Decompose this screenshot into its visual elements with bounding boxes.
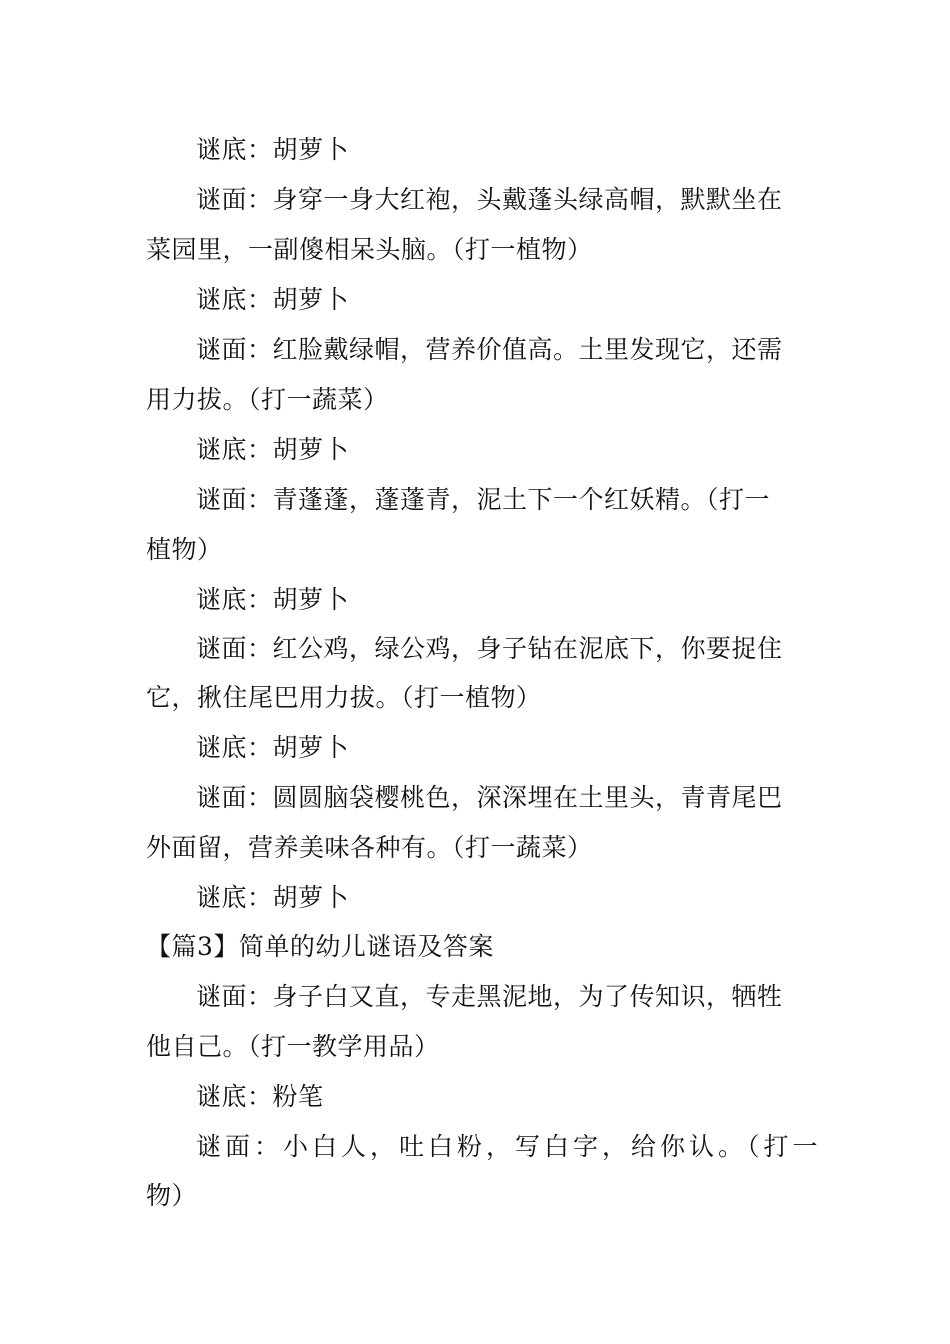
- riddle-question: 谜面：红公鸡，绿公鸡，身子钻在泥底下，你要捉住: [196, 634, 783, 663]
- riddle-question-continuation: 外面留，营养美味各种有。（打一蔬菜）: [146, 833, 593, 862]
- riddle-question: 谜面：红脸戴绿帽，营养价值高。土里发现它，还需: [196, 335, 783, 364]
- riddle-question: 谜面：圆圆脑袋樱桃色，深深埋在土里头，青青尾巴: [196, 783, 783, 812]
- riddle-answer: 谜底：胡萝卜: [196, 285, 350, 314]
- riddle-question-continuation: 它，揪住尾巴用力拔。（打一植物）: [146, 683, 542, 712]
- riddle-answer: 谜底：胡萝卜: [196, 883, 350, 912]
- riddle-answer: 谜底：胡萝卜: [196, 585, 350, 614]
- riddle-question-continuation: 他自己。（打一教学用品）: [146, 1032, 440, 1061]
- riddle-answer: 谜底：胡萝卜: [196, 135, 350, 164]
- riddle-question: 谜面：身子白又直，专走黑泥地，为了传知识，牺牲: [196, 982, 783, 1011]
- riddle-question: 谜面：小白人，吐白粉，写白字，给你认。（打一: [196, 1132, 822, 1161]
- riddle-question: 谜面：青蓬蓬，蓬蓬青，泥土下一个红妖精。（打一: [196, 485, 771, 514]
- riddle-answer: 谜底：胡萝卜: [196, 435, 350, 464]
- riddle-answer: 谜底：粉笔: [196, 1082, 324, 1111]
- riddle-question-continuation: 菜园里，一副傻相呆头脑。（打一植物）: [146, 235, 593, 264]
- riddle-question-continuation: 物）: [146, 1181, 198, 1210]
- riddle-answer: 谜底：胡萝卜: [196, 733, 350, 762]
- section-heading: 【篇3】简单的幼儿谜语及答案: [146, 932, 494, 961]
- riddle-question: 谜面：身穿一身大红袍，头戴蓬头绿高帽，默默坐在: [196, 185, 783, 214]
- riddle-question-continuation: 植物）: [146, 535, 223, 564]
- riddle-question-continuation: 用力拔。（打一蔬菜）: [146, 385, 389, 414]
